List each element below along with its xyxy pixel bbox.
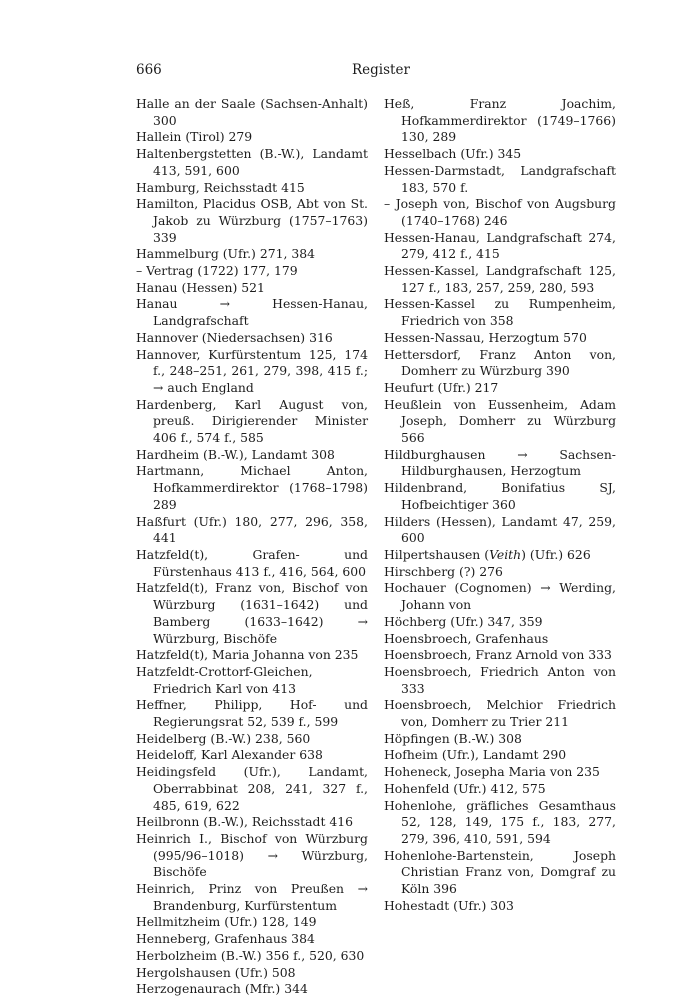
index-entry: Haltenbergstetten (B.-W.), Landamt 413, 591, 600 <box>136 146 368 178</box>
index-entry: Heinrich, Prinz von Preußen → Brandenburg, Kurfürstentum <box>136 881 368 913</box>
index-entry: Hammelburg (Ufr.) 271, 384 <box>136 246 316 262</box>
index-entry: Hanau (Hessen) 521 <box>136 279 265 295</box>
index-entry: Hessen-Kassel, Landgrafschaft 125, 127 f., 183, 257, 259, 280, 593 <box>384 263 616 295</box>
index-entry: Heidelberg (B.-W.) 238, 560 <box>136 730 311 746</box>
index-entry: Hardheim (B.-W.), Landamt 308 <box>136 446 335 462</box>
index-entry: Heidingsfeld (Ufr.), Landamt, Oberrabbinat 208, 241, 327 f., 485, 619, 622 <box>136 764 368 813</box>
page-number: 666 <box>136 62 162 78</box>
index-entry: Hardenberg, Karl August von, preuß. Dirigierender Minister 406 f., 574 f., 585 <box>136 396 368 446</box>
index-entry: Hessen-Nassau, Herzogtum 570 <box>384 329 587 345</box>
index-entry: Hochauer (Cognomen) → Werding, Johann von <box>384 580 616 613</box>
index-column-right <box>384 96 616 914</box>
index-entry: Höpfingen (B.-W.) 308 <box>384 730 522 746</box>
index-entry: Hildenbrand, Bonifatius SJ, Hofbeichtiger 360 <box>384 480 616 512</box>
index-entry: Hesselbach (Ufr.) 345 <box>384 146 522 162</box>
index-entry: Hoensbroech, Melchior Friedrich von, Domherr zu Trier 211 <box>384 697 616 730</box>
index-entry: Hoensbroech, Grafenhaus <box>384 630 549 646</box>
index-entry: Henneberg, Grafenhaus 384 <box>136 931 315 947</box>
index-entry: Hofheim (Ufr.), Landamt 290 <box>384 747 567 763</box>
index-entry: Hilpertshausen (Veith) (Ufr.) 626 <box>384 546 591 562</box>
index-entry: Hoheneck, Josepha Maria von 235 <box>384 764 600 780</box>
index-entry: Hilders (Hessen), Landamt 47, 259, 600 <box>384 513 616 546</box>
index-entry: – Joseph von, Bischof von Augsburg (1740–1768) 246 <box>384 196 616 228</box>
index-entry: Hoensbroech, Friedrich Anton von 333 <box>384 663 616 696</box>
index-entry: Hohenlohe-Bartenstein, Joseph Christian Franz von, Domgraf zu Köln 396 <box>384 847 616 897</box>
index-entry: Hohestadt (Ufr.) 303 <box>384 897 514 913</box>
index-entry: Hohenlohe, gräfliches Gesamthaus 52, 128, 149, 175 f., 183, 277, 279, 396, 410, 591, 594 <box>384 797 616 846</box>
index-entry: Haßfurt (Ufr.) 180, 277, 296, 358, 441 <box>136 513 368 546</box>
index-entry: Hatzfeld(t), Grafen- und Fürstenhaus 413 f., 416, 564, 600 <box>136 546 368 579</box>
index-entry: Hellmitzheim (Ufr.) 128, 149 <box>136 914 317 930</box>
index-entry: Halle an der Saale (Sachsen-Anhalt) 300 <box>136 96 368 128</box>
index-entry: Hettersdorf, Franz Anton von, Domherr zu Würzburg 390 <box>384 346 616 379</box>
running-head: Register <box>352 62 410 78</box>
index-entry: Heß, Franz Joachim, Hofkammerdirektor (1749–1766) 130, 289 <box>384 96 616 145</box>
index-entry: Heilbronn (B.-W.), Reichsstadt 416 <box>136 814 354 830</box>
index-entry: Hildburghausen → Sachsen-Hildburghausen, Herzogtum <box>384 446 616 479</box>
index-entry: Heußlein von Eussenheim, Adam Joseph, Domherr zu Würzburg 566 <box>384 396 616 446</box>
index-entry: Herzogenaurach (Mfr.) 344 <box>136 981 308 997</box>
index-entry: Heinrich I., Bischof von Würzburg (995/96–1018) → Würzburg, Bischöfe <box>136 830 368 880</box>
index-entry: Heufurt (Ufr.) 217 <box>384 379 499 395</box>
index-entry: – Vertrag (1722) 177, 179 <box>136 263 298 279</box>
index-entry: Hartmann, Michael Anton, Hofkammerdirektor (1768–1798) 289 <box>136 463 368 512</box>
index-entry: Höchberg (Ufr.) 347, 359 <box>384 613 543 629</box>
index-entry: Hessen-Darmstadt, Landgrafschaft 183, 570 f. <box>384 162 616 195</box>
index-entry: Hamilton, Placidus OSB, Abt von St. Jakob zu Würzburg (1757–1763) 339 <box>136 196 368 245</box>
index-entry: Heffner, Philipp, Hof- und Regierungsrat 52, 539 f., 599 <box>136 697 368 730</box>
index-entry: Hohenfeld (Ufr.) 412, 575 <box>384 780 546 796</box>
index-entry: Herbolzheim (B.-W.) 356 f., 520, 630 <box>136 947 365 963</box>
index-entry: Hannover (Niedersachsen) 316 <box>136 329 333 345</box>
index-entry: Hanau → Hessen-Hanau, Landgrafschaft <box>136 296 368 329</box>
index-entry: Hergolshausen (Ufr.) 508 <box>136 964 296 980</box>
index-entry: Hamburg, Reichsstadt 415 <box>136 179 305 195</box>
index-entry: Hallein (Tirol) 279 <box>136 129 253 145</box>
index-column-left <box>136 96 368 998</box>
index-entry: Hessen-Kassel zu Rumpenheim, Friedrich von 358 <box>384 296 616 329</box>
index-entry: Hessen-Hanau, Landgrafschaft 274, 279, 412 f., 415 <box>384 229 616 262</box>
index-entry: Hatzfeld(t), Maria Johanna von 235 <box>136 647 359 663</box>
index-entry: Hatzfeldt-Crottorf-Gleichen, Friedrich Karl von 413 <box>136 663 313 696</box>
index-entry: Hannover, Kurfürstentum 125, 174 f., 248–251, 261, 279, 398, 415 f.; → auch England <box>136 346 368 395</box>
index-entry: Hoensbroech, Franz Arnold von 333 <box>384 647 612 663</box>
index-entry: Hatzfeld(t), Franz von, Bischof von Würzburg (1631–1642) und Bamberg (1633–1642) → Würzburg, Bischöfe <box>136 580 368 646</box>
index-entry: Heideloff, Karl Alexander 638 <box>136 747 323 763</box>
index-entry: Hirschberg (?) 276 <box>384 563 503 579</box>
